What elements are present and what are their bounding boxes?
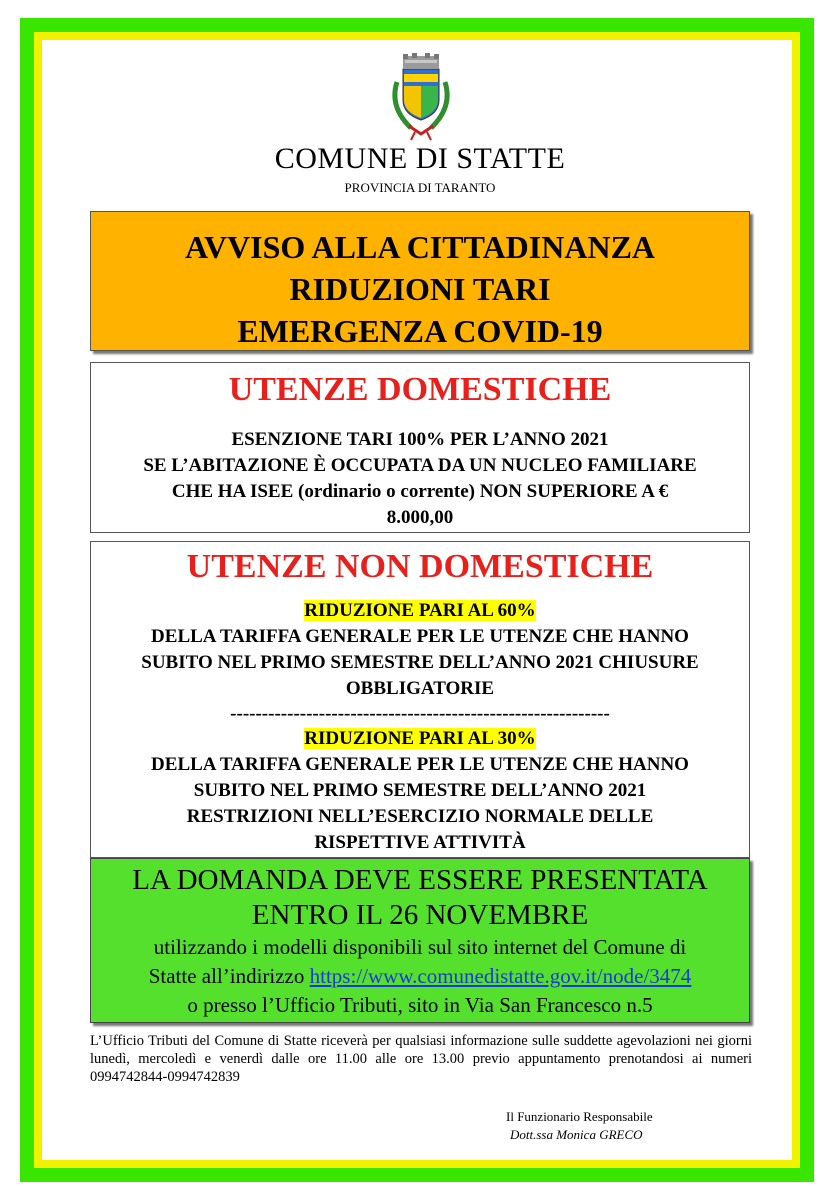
reduction-30-line: SUBITO NEL PRIMO SEMESTRE DELL’ANNO 2021	[193, 780, 647, 801]
website-link[interactable]: https://www.comunedistatte.gov.it/node/3474	[309, 964, 692, 988]
banner-line: EMERGENZA COVID-19	[237, 313, 603, 349]
deadline-office: o presso l’Ufficio Tributi, sito in Via San Francesco n.5	[187, 993, 653, 1017]
section-separator: ------------------------------------------------------------	[230, 703, 610, 724]
reduction-30-label: RIDUZIONE PARI AL 30%	[304, 728, 536, 749]
deadline-line: LA DOMANDA DEVE ESSERE PRESENTATA	[132, 864, 708, 896]
domestic-section	[90, 362, 750, 533]
municipal-coat-of-arms-icon	[385, 52, 457, 142]
info-paragraph: L’Ufficio Tributi del Comune di Statte riceverà per qualsiasi informazione sulle suddette agevolazioni nei giorni lunedì, mercoledì e venerdì dalle ore 11.00 alle ore 13.00 previo appuntamento prenotandosi ai numeri 0994742844-0994742839	[90, 1033, 752, 1085]
notice-banner	[90, 211, 750, 351]
reduction-30-line: RESTRIZIONI NELL’ESERCIZIO NORMALE DELLE	[186, 806, 654, 827]
banner-line: RIDUZIONI TARI	[289, 271, 551, 307]
domestic-line: ESENZIONE TARI 100% PER L’ANNO 2021	[231, 429, 609, 450]
banner-line: AVVISO ALLA CITTADINANZA	[184, 229, 656, 265]
reduction-60-label: RIDUZIONE PARI AL 60%	[304, 600, 536, 621]
deadline-date: ENTRO IL 26 NOVEMBRE	[251, 899, 589, 931]
signature-block	[506, 1108, 653, 1144]
reduction-60-line: OBBLIGATORIE	[345, 678, 495, 699]
reduction-60-line: DELLA TARIFFA GENERALE PER LE UTENZE CHE HANNO	[151, 626, 689, 647]
domestic-line: SE L’ABITAZIONE È OCCUPATA DA UN NUCLEO FAMILIARE	[143, 455, 697, 476]
domestic-line: 8.000,00	[386, 507, 454, 528]
deadline-link-prefix: Statte all’indirizzo	[148, 964, 310, 988]
deadline-banner	[90, 858, 750, 1023]
deadline-instructions: utilizzando i modelli disponibili sul sito internet del Comune di	[153, 935, 687, 959]
reduction-60-line: SUBITO NEL PRIMO SEMESTRE DELL’ANNO 2021 CHIUSURE	[141, 652, 699, 673]
signature-role: Il Funzionario Responsabile	[506, 1109, 653, 1124]
domestic-title: UTENZE DOMESTICHE	[228, 371, 612, 408]
domestic-line: CHE HA ISEE (ordinario o corrente) NON SUPERIORE A €	[171, 481, 669, 502]
signature-name: Dott.ssa Monica GRECO	[510, 1127, 643, 1142]
municipality-title: COMUNE DI STATTE	[274, 142, 566, 175]
non-domestic-title: UTENZE NON DOMESTICHE	[186, 548, 654, 585]
reduction-30-line: DELLA TARIFFA GENERALE PER LE UTENZE CHE HANNO	[151, 754, 689, 775]
reduction-30-line: RISPETTIVE ATTIVITÀ	[314, 832, 526, 853]
province-subtitle: PROVINCIA DI TARANTO	[344, 180, 496, 195]
non-domestic-section	[90, 541, 750, 858]
